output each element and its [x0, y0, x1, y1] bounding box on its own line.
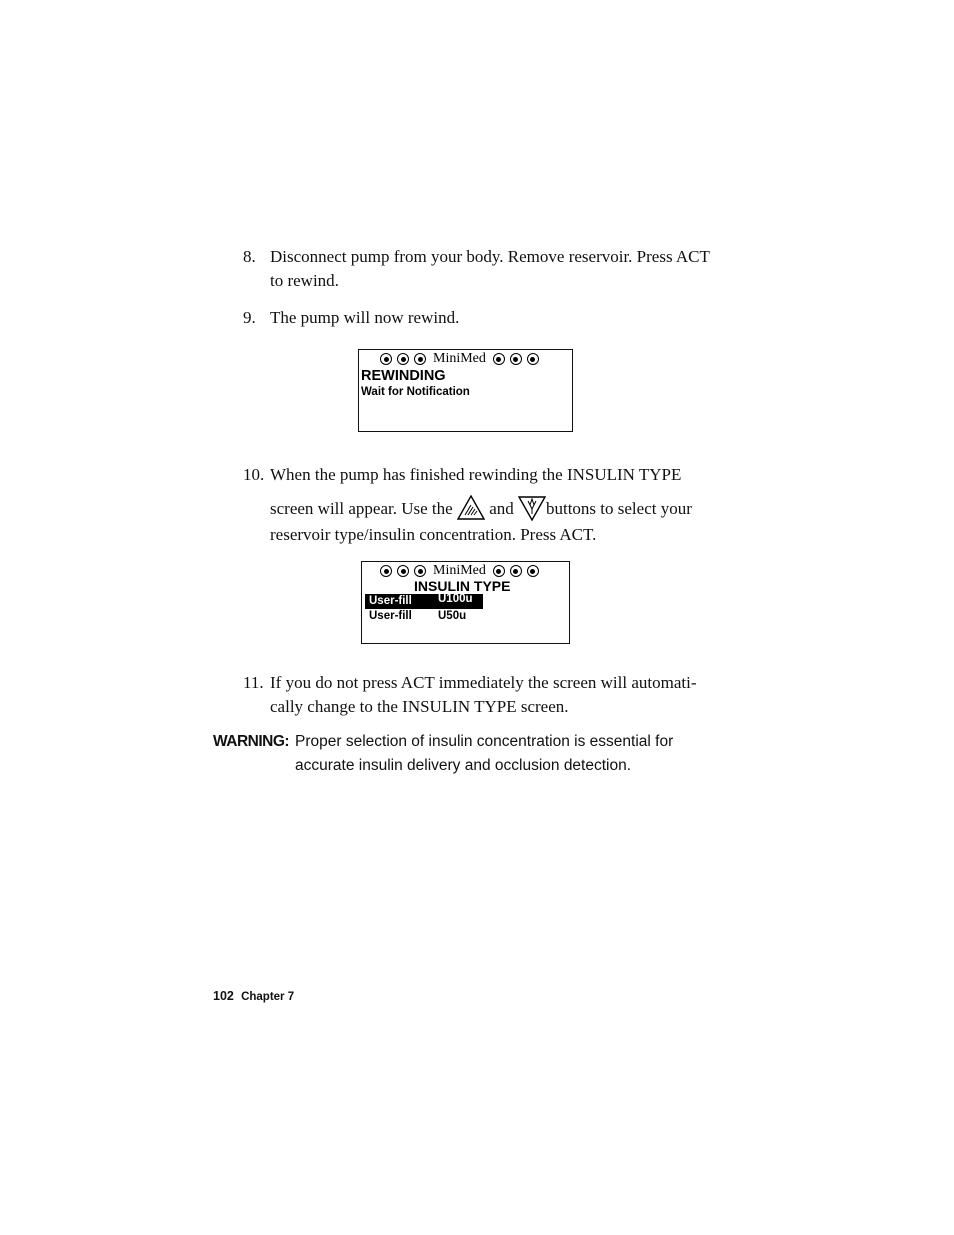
- insulin-option[interactable]: [365, 610, 483, 625]
- step-text: [270, 306, 720, 330]
- step-9: [243, 306, 723, 332]
- step-8: [243, 245, 723, 295]
- brand-logo: MiniMed: [433, 351, 486, 366]
- brand-logo: MiniMed: [433, 563, 486, 578]
- step-text: [270, 245, 720, 293]
- step-text: [270, 463, 720, 547]
- step-line: Disconnect pump from your body. Remove reservoir. Press ACT: [270, 247, 710, 266]
- screen-title: INSULIN TYPE: [414, 578, 511, 594]
- indicator-dot-icon: [493, 565, 505, 577]
- indicator-dot-icon: [380, 565, 392, 577]
- option-value: U50u: [438, 610, 467, 622]
- step-text: [270, 671, 720, 719]
- step-line: When the pump has finished rewinding the INSULIN TYPE: [270, 465, 682, 484]
- indicator-dot-icon: [397, 353, 409, 365]
- step-line: cally change to the INSULIN TYPE screen.: [270, 697, 569, 716]
- step-number: 9.: [243, 308, 256, 327]
- warning-text: [295, 730, 715, 778]
- page-footer: [213, 989, 294, 1003]
- indicator-dot-icon: [527, 565, 539, 577]
- indicator-dot-icon: [510, 353, 522, 365]
- insulin-option-selected[interactable]: [365, 594, 483, 609]
- indicator-dot-icon: [414, 353, 426, 365]
- option-type: User-fill: [369, 610, 412, 622]
- warning-line: accurate insulin delivery and occlusion detection.: [295, 757, 632, 774]
- step-text-segment: screen will appear. Use the: [270, 499, 453, 518]
- indicator-dot-icon: [397, 565, 409, 577]
- option-value: U100u: [438, 593, 473, 605]
- pump-screen-rewinding: [358, 349, 573, 432]
- indicator-dot-icon: [527, 353, 539, 365]
- page-number: 102: [213, 989, 234, 1003]
- down-arrow-button-icon: [518, 495, 546, 521]
- up-arrow-button-icon: [457, 495, 485, 521]
- step-line: [270, 497, 720, 523]
- screen-title: REWINDING: [361, 368, 446, 384]
- indicator-dot-icon: [493, 353, 505, 365]
- screen-subtitle: Wait for Notification: [361, 386, 470, 398]
- indicator-row: [380, 350, 539, 368]
- warning-line: Proper selection of insulin concentration is essential for: [295, 733, 674, 750]
- option-type: User-fill: [369, 595, 412, 607]
- indicator-dot-icon: [380, 353, 392, 365]
- step-number: 8.: [243, 247, 256, 266]
- chapter-label: Chapter 7: [241, 991, 295, 1003]
- step-line: to rewind.: [270, 271, 339, 290]
- step-11: [243, 671, 723, 721]
- step-10: [243, 463, 723, 553]
- step-number: 11.: [243, 673, 264, 692]
- step-text-segment: buttons to select your: [545, 499, 692, 518]
- step-line: If you do not press ACT immediately the screen will automati-: [270, 673, 697, 692]
- pump-screen-insulin-type: [361, 561, 570, 644]
- step-line: The pump will now rewind.: [270, 308, 460, 327]
- warning-label: WARNING:: [213, 733, 290, 750]
- indicator-dot-icon: [414, 565, 426, 577]
- step-text-segment: and: [489, 499, 514, 518]
- step-line: reservoir type/insulin concentration. Press ACT.: [270, 525, 597, 545]
- indicator-dot-icon: [510, 565, 522, 577]
- step-number: 10.: [243, 465, 265, 484]
